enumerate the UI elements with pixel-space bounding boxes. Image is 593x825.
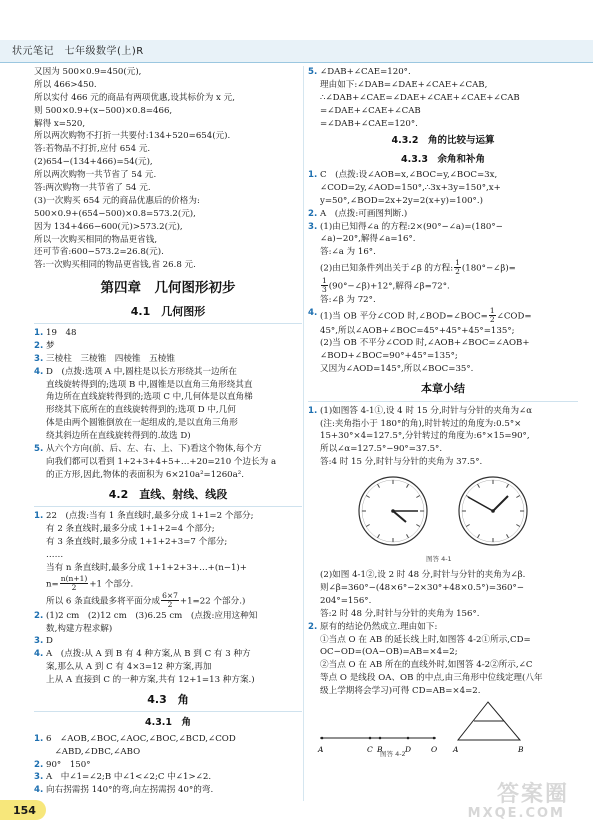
answer-item — [34, 510, 302, 609]
text-line: 有 2 条直线时,最多分成 1+1+2=4 个部分; — [46, 524, 215, 535]
answer-item — [34, 759, 302, 772]
text-line: 级上学期将会学习)可得 CD=AB=×4=2. — [320, 686, 481, 697]
answer-body — [320, 621, 578, 698]
text-line: 又因为∠AOD=145°,所以∠BOC=35°. — [320, 364, 474, 375]
figure-label: A — [318, 745, 324, 754]
answer-item — [34, 610, 302, 636]
text-line: 答:若物品不打折,应付 654 元. — [34, 144, 151, 155]
segment-figure — [308, 698, 578, 764]
answer-body — [320, 208, 578, 221]
answer-item — [34, 648, 302, 687]
fraction: $\frac{n(n+1)}{2}$ — [60, 574, 88, 592]
answer-item — [34, 771, 302, 784]
text-line: A (点拨:从 A 到 B 有 4 种方案,从 B 到 C 有 3 种方 — [46, 649, 251, 660]
figure-label: C — [367, 745, 373, 754]
answer-number: 4. — [34, 366, 44, 377]
answer-body — [46, 733, 302, 759]
text-line: 体是由两个圆锥倒放在一起组成的,是以直角三角形 — [46, 418, 238, 429]
answer-item — [308, 307, 578, 376]
answer-number: 3. — [308, 221, 318, 232]
section-4-3-3-title: 4.3.3 余角和补角 — [400, 153, 486, 165]
answer-number: 5. — [308, 67, 318, 77]
formula-line: $\frac{1}{3}$ (90°−∠β)+12°,解得∠β=72°. — [322, 276, 450, 294]
text-line: 梦 — [46, 340, 55, 351]
answer-item — [308, 66, 578, 130]
figure-caption: 图答 4-1 — [426, 555, 452, 564]
answer-body — [320, 405, 578, 469]
text-line: y=50°,∠BOD=2x+2y=2(x+y)=100°.) — [320, 195, 483, 206]
text-line: 解得 x=520, — [34, 118, 86, 129]
text-line: ∠ABD,∠DBC,∠ABO — [46, 746, 141, 757]
text-line: 所以一次购买相同的物品更省钱, — [34, 234, 158, 245]
text-line: 等点 O 是线段 OA、OB 的中点,由三角形中位线定理(八年 — [320, 673, 543, 684]
answer-number: 3. — [34, 772, 44, 783]
left-column — [34, 66, 302, 797]
answer-body — [46, 784, 302, 797]
header-rule — [0, 62, 593, 63]
text-line: 直线旋转得到的;选项 B 中,圆锥是以直角三角形绕其直 — [46, 379, 253, 390]
text-line: 则 500×0.9+(x−500)×0.8=466, — [34, 105, 173, 116]
answer-number: 4. — [308, 308, 318, 319]
text-line: 案,那么从 A 到 C 有 4×3=12 种方案,再加 — [46, 662, 212, 673]
answer-item — [308, 221, 578, 260]
answer-item — [34, 733, 302, 759]
fraction: $\frac{6\times 7}{2}$ — [162, 592, 178, 610]
section-4-1-answers — [34, 327, 302, 482]
text-line: 所以实付 466 元的商品有两项优惠,设其标价为 x 元, — [34, 92, 235, 103]
section-4-1-title: 4.1 几何图形 — [130, 304, 206, 318]
section-4-3-1-title: 4.3.1 角 — [144, 717, 192, 729]
fraction: $\frac{1}{2}$ — [489, 307, 495, 325]
text-line: ①当点 O 在 AB 的延长线上时,如图答 4-2①所示,CD= — [320, 634, 531, 645]
text-line: ∴∠DAB+∠CAE=∠DAE+∠CAE+∠CAE+∠CAB — [320, 92, 520, 103]
answer-body — [320, 221, 578, 260]
text-line: 的正方形,因此,物体的表面积为 6×210a²=1260a². — [46, 469, 244, 480]
text-line: 6 ∠AOB,∠BOC,∠AOC,∠BOC,∠BCD,∠COD — [46, 733, 236, 744]
answer-body — [320, 307, 578, 376]
text-line: (1)由已知得∠a 的方程:2×(90°−∠a)=(180°− — [320, 221, 503, 232]
text-line: (2)当 OB 不平分∠COD 时,∠AOB+∠BOC=∠AOB+ — [320, 338, 530, 349]
text-line: 还可节省:600−573.2=26.8(元). — [34, 247, 164, 258]
answer-item — [34, 443, 302, 482]
clock-figure — [308, 469, 578, 569]
answer-item — [308, 169, 578, 208]
section-4-3-3-answers — [308, 169, 578, 259]
answer-item — [34, 784, 302, 797]
answer-number: 2. — [308, 621, 318, 632]
text-line: =∠DAE+∠CAE+∠CAB — [320, 105, 421, 116]
text-line: 则∠β=360°−(48×6°−2×30°+48×0.5°)=360°− — [320, 582, 524, 593]
answer-body — [46, 353, 302, 366]
text-line: 向右拐需拐 140°的弯,向左拐需拐 40°的弯. — [46, 785, 214, 796]
page-number: 154 — [13, 804, 36, 817]
answer-item — [34, 340, 302, 353]
answer-number: 3. — [34, 353, 44, 364]
answer-number: 1. — [34, 511, 44, 522]
answer-item — [34, 327, 302, 340]
figure-label: O — [431, 745, 438, 754]
formula-line: n= $\frac{n(n+1)}{2}$ +1 个部分. — [46, 574, 134, 592]
section-4-3-2-title: 4.3.2 角的比较与运算 — [391, 135, 495, 147]
intro-block — [34, 66, 302, 272]
answer-body — [46, 635, 302, 648]
section-4-3-1-answers — [34, 733, 302, 797]
answer-body — [46, 771, 302, 784]
hour-hand — [493, 496, 508, 511]
answer-number: 4. — [34, 785, 44, 796]
fraction: $\frac{1}{2}$ — [455, 259, 460, 277]
section-4-2-title: 4.2 直线、射线、线段 — [108, 487, 228, 501]
section-rule — [308, 401, 578, 402]
text-line: (2)654−(134+466)=54(元), — [34, 157, 153, 168]
text-line: (1)2 cm (2)12 cm (3)6.25 cm (点拨:应用这种知 — [46, 610, 258, 621]
answer-item — [308, 208, 578, 221]
answer-number: 2. — [34, 759, 44, 770]
answer-item — [34, 366, 302, 443]
header-title: 状元笔记 七年级数学(上)R — [12, 46, 144, 57]
formula-line: (1)当 OB 平分∠COD 时,∠BOD=∠BOC= $\frac{1}{2}$ ∠COD= — [320, 307, 532, 325]
text-line: 答:一次购买相同的物品更省钱,省 26.8 元. — [34, 260, 196, 271]
text-line: 又因为 500×0.9=450(元), — [34, 67, 142, 77]
text-line: ∠DAB+∠CAE=120°. — [320, 67, 411, 77]
text-line: 22 (点拨:当有 1 条直线时,最多分成 1+1=2 个部分; — [46, 511, 254, 522]
answer-body — [46, 366, 302, 443]
answer-continuation — [308, 259, 578, 307]
watermark-url: MXQE.COM — [467, 805, 565, 821]
text-line: 向我们都可以看到 1+2+3+4+5+…+20=210 个边长为 a — [46, 456, 277, 467]
text-line: 答:∠a 为 16°. — [320, 247, 376, 258]
figure-caption: 图答 4-2 — [380, 750, 406, 758]
hour-hand — [393, 511, 406, 522]
section-rule — [34, 323, 302, 324]
answer-number: 2. — [34, 340, 44, 351]
text-line: 204°=156°. — [320, 595, 372, 606]
section-4-2-answers — [34, 610, 302, 687]
segment-diagram — [308, 698, 578, 758]
text-line: 原有的结论仍然成立.理由如下: — [320, 621, 438, 632]
section-rule — [34, 506, 302, 507]
answer-number: 2. — [34, 610, 44, 621]
text-line: 答:两次购物一共节省了 54 元. — [34, 183, 151, 194]
text-line: A (点拨:可画图判断.) — [320, 208, 408, 219]
text-line: …… — [46, 549, 64, 560]
formula-line: 所以 6 条直线最多将平面分成 $\frac{6\times 7}{2}$ +1=22 个部分.) — [46, 592, 246, 610]
answer-body — [46, 443, 302, 482]
chapter-title: 第四章 几何图形初步 — [100, 280, 236, 297]
figure-label: B — [518, 745, 524, 754]
answer-number: 1. — [308, 405, 318, 416]
column-divider — [303, 66, 304, 801]
figure-label: B — [377, 745, 383, 754]
text-line: C (点拨:设∠AOB=x,∠BOC=y,∠BOC=3x, — [320, 169, 498, 180]
figure-label: D — [405, 745, 412, 754]
answer-body — [320, 66, 578, 130]
text-line: 500×0.9+(654−500)×0.8=573.2(元), — [34, 208, 196, 219]
text-line: 因为 134+466−600(元)>573.2(元), — [34, 221, 183, 232]
section-rule — [34, 711, 302, 712]
text-line: (3)一次购买 654 元的商品优惠后的价格为: — [34, 195, 200, 206]
text-line: 数,构建方程求解) — [46, 623, 113, 634]
text-line: 所以两次购物不打折一共要付:134+520=654(元). — [34, 131, 231, 142]
answer-number: 2. — [308, 208, 318, 219]
text-line: ∠BOD+∠BOC=90°+45°=135°; — [320, 351, 458, 362]
text-line: D — [46, 636, 53, 647]
text-line: 所以 466>450. — [34, 79, 97, 90]
text-line: 19 48 — [46, 328, 77, 338]
answer-number: 5. — [34, 444, 44, 455]
text-line: 角边所在直线旋转得到的;选项 C 中,几何体是以直角梯 — [46, 392, 253, 403]
text-line: 答:4 时 15 分,时针与分针的夹角为 37.5°. — [320, 457, 483, 468]
watermark-logo: 答案圈 — [496, 782, 569, 807]
formula-line: (2)由已知条件列出关于∠β 的方程: $\frac{1}{2}$ (180°−∠β)= — [320, 259, 516, 277]
text-line: 所以两次购物一共节省了 54 元. — [34, 170, 157, 181]
answer-item — [34, 353, 302, 366]
answer-number: 3. — [34, 636, 44, 647]
answer-number: 4. — [34, 649, 44, 660]
summary-title: 本章小结 — [421, 382, 465, 396]
text-line: 当有 n 条直线时,最多分成 1+1+2+3+…+(n−1)+ — [46, 562, 247, 573]
answer-body — [46, 340, 302, 353]
clock-face-1 — [359, 477, 427, 545]
text-line: ②当点 O 在 AB 所在的直线外时,如图答 4-2②所示,∠C — [320, 660, 533, 671]
answer-body — [46, 327, 302, 340]
text-line: 形绕其下底所在的直线旋转得到的;选项 D 中,几何 — [46, 405, 236, 416]
answer-body — [46, 759, 302, 772]
text-line: D (点拨:选项 A 中,圆柱是以长方形绕其一边所在 — [46, 366, 237, 377]
text-line: OC−OD=(OA−OB)=AB=×4=2; — [320, 647, 458, 658]
text-line: 理由如下:∠DAB=∠DAE+∠CAE+∠CAB, — [320, 79, 488, 90]
text-line: 90° 150° — [46, 759, 91, 770]
answer-number: 1. — [308, 169, 318, 180]
right-column — [308, 66, 578, 764]
fraction: $\frac{1}{3}$ — [322, 276, 327, 294]
text-line: 答:2 时 48 分,时针与分针的夹角为 156°. — [320, 608, 480, 619]
answer-number: 1. — [34, 733, 44, 744]
answer-item — [34, 635, 302, 648]
text-line: 有 3 条直线时,最多分成 1+1+2+3=7 个部分; — [46, 536, 228, 547]
text-line: 绕其斜边所在直线旋转得到的.故选 D) — [46, 431, 191, 442]
text-line: (1)如图答 4-1①,设 4 时 15 分,时针与分针的夹角为∠α — [320, 405, 533, 416]
answer-item — [308, 621, 578, 698]
text-line: (2)如图 4-1②,设 2 时 48 分,时针与分针的夹角为∠β. — [320, 570, 526, 581]
section-4-3-title: 4.3 角 — [147, 692, 189, 706]
answer-body — [46, 510, 302, 609]
text-line: 三棱柱 三棱锥 四棱锥 五棱锥 — [46, 353, 175, 364]
answer-item — [308, 405, 578, 469]
answer-continuation — [308, 569, 578, 621]
minute-hand — [468, 497, 493, 511]
clock-face-2 — [459, 477, 527, 545]
answer-body — [46, 610, 302, 636]
text-line: ∠COD=2y,∠AOD=150°,∴3x+3y=150°,x+ — [320, 182, 501, 193]
answer-number: 1. — [34, 328, 44, 338]
text-line: 所以∠α=127.5°−90°=37.5°. — [320, 444, 443, 455]
text-line: A 中∠1=∠2;B 中∠1<∠2;C 中∠1>∠2. — [46, 772, 212, 783]
figure-label: A — [453, 745, 459, 754]
text-line: (注:夹角指小于 180°的角),时针转过的角度为:0.5°× — [320, 418, 522, 429]
answer-body — [46, 648, 302, 687]
answer-body — [320, 169, 578, 208]
text-line: 45°,所以∠AOB+∠BOC=45°+45°+45°=135°; — [320, 325, 515, 336]
text-line: =∠DAB+∠CAE=120°. — [320, 118, 418, 129]
text-line: ∠a)−20°,解得∠a=16°. — [320, 234, 416, 245]
answer-line: 答:∠β 为 72°. — [320, 295, 376, 306]
text-line: 从六个方向(前、后、左、右、上、下)看这个物体,每个方 — [46, 444, 262, 455]
text-line: 15+30°×4=127.5°,分针转过的角度为:6°×15=90°, — [320, 431, 530, 442]
text-line: 上从 A 直接到 C 的一种方案,共有 12+1=13 种方案.) — [46, 675, 255, 686]
